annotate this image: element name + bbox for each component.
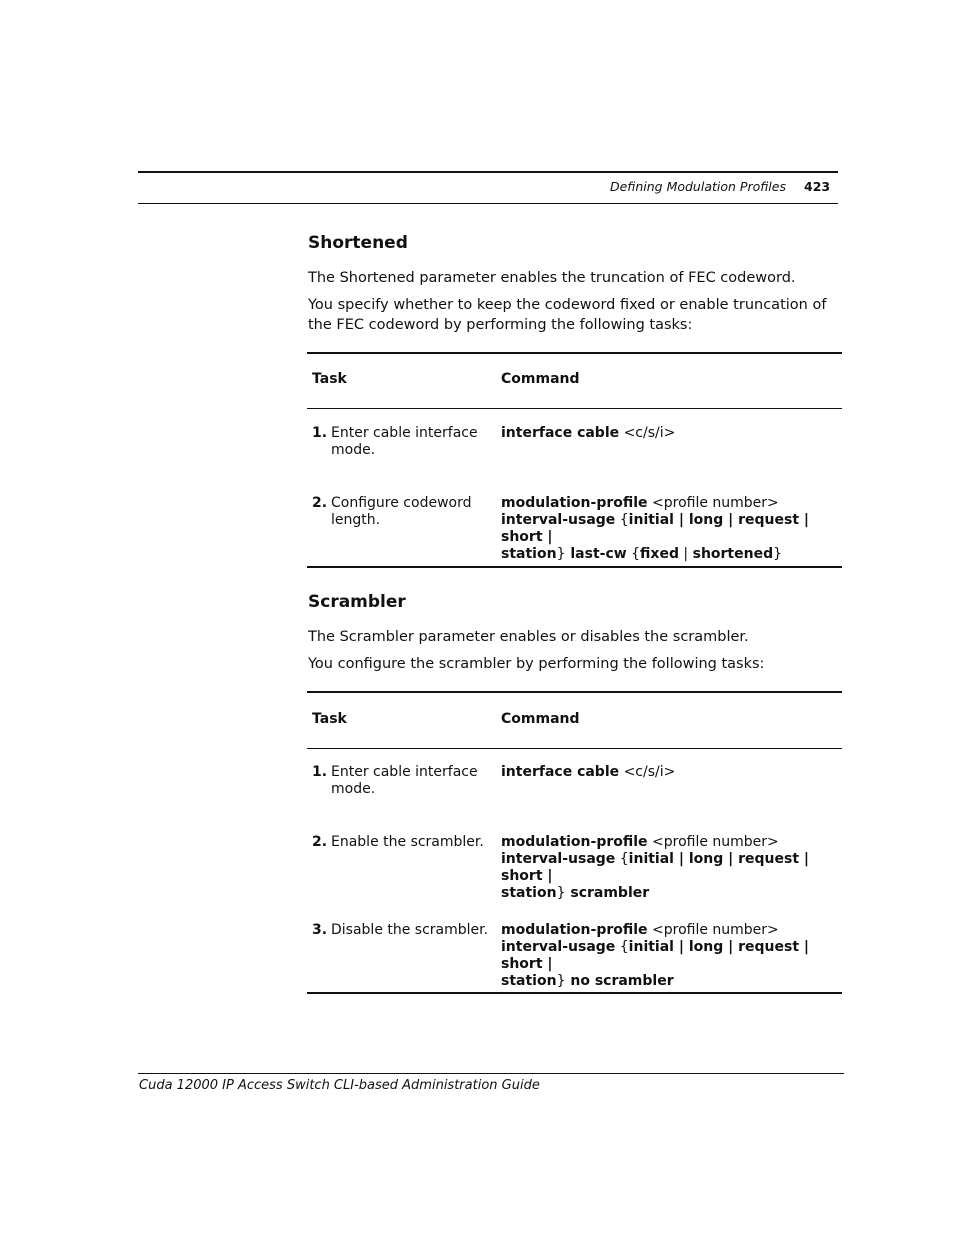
command-line-3: station} last-cw {fixed | shortened} — [501, 546, 783, 562]
footer-book-title: Cuda 12000 IP Access Switch CLI-based Administration Guide — [139, 1078, 540, 1093]
table-row-command — [501, 922, 841, 990]
scrambler-task-table — [307, 691, 842, 997]
table-header-rule — [307, 748, 842, 749]
command-keyword: interface cable — [501, 425, 620, 441]
col-header-command: Command — [501, 711, 580, 727]
command-line-1: modulation-profile <profile number> — [501, 922, 779, 938]
command-argument: <c/s/i> — [619, 425, 676, 441]
task-text: Configure codeword length. — [331, 495, 472, 528]
table-top-rule — [307, 691, 842, 693]
scrambler-heading: Scrambler — [308, 592, 406, 612]
header-page-number: 423 — [804, 179, 831, 194]
command-line-2: interval-usage {initial | long | request | short | — [501, 939, 809, 972]
table-header-rule — [307, 408, 842, 409]
table-row-task — [312, 425, 492, 459]
table-row-command — [501, 425, 841, 442]
task-text: Disable the scrambler. — [331, 922, 489, 938]
table-row-task — [312, 922, 492, 939]
col-header-task: Task — [312, 371, 347, 387]
task-text: Enter cable interface mode. — [331, 425, 478, 458]
step-number: 1. — [312, 764, 328, 780]
shortened-task-table — [307, 352, 842, 570]
step-number: 1. — [312, 425, 328, 441]
table-row-task — [312, 834, 492, 851]
scrambler-para-2: You configure the scrambler by performing the following tasks: — [308, 656, 765, 672]
shortened-para-2: You specify whether to keep the codeword fixed or enable truncation of the FEC codeword by performing the following tasks: — [308, 297, 827, 333]
table-row-task — [312, 764, 492, 798]
shortened-heading: Shortened — [308, 233, 408, 253]
step-number: 2. — [312, 834, 328, 850]
command-line-3: station} scrambler — [501, 885, 650, 901]
col-header-command: Command — [501, 371, 580, 387]
command-line-2: interval-usage {initial | long | request | short | — [501, 851, 809, 884]
table-top-rule — [307, 352, 842, 354]
header-section-title: Defining Modulation Profiles — [609, 179, 786, 194]
command-line-1: modulation-profile <profile number> — [501, 834, 779, 850]
task-text: Enter cable interface mode. — [331, 764, 478, 797]
step-number: 2. — [312, 495, 328, 511]
command-argument: <c/s/i> — [619, 764, 676, 780]
header-rule-top — [138, 171, 838, 173]
task-text: Enable the scrambler. — [331, 834, 484, 850]
table-row-command — [501, 764, 841, 781]
shortened-para-1: The Shortened parameter enables the truncation of FEC codeword. — [308, 270, 796, 286]
table-row-command — [501, 834, 841, 902]
command-line-3: station} no scrambler — [501, 973, 674, 989]
command-line-2: interval-usage {initial | long | request | short | — [501, 512, 809, 545]
col-header-task: Task — [312, 711, 347, 727]
scrambler-para-1: The Scrambler parameter enables or disables the scrambler. — [308, 629, 749, 645]
table-row-command — [501, 495, 841, 563]
command-keyword: interface cable — [501, 764, 620, 780]
table-row-task — [312, 495, 492, 529]
command-line-1: modulation-profile <profile number> — [501, 495, 779, 511]
table-bottom-rule — [307, 566, 842, 568]
header-rule-bottom — [138, 203, 838, 204]
footer-rule — [138, 1073, 844, 1074]
step-number: 3. — [312, 922, 328, 938]
table-bottom-rule — [307, 992, 842, 994]
